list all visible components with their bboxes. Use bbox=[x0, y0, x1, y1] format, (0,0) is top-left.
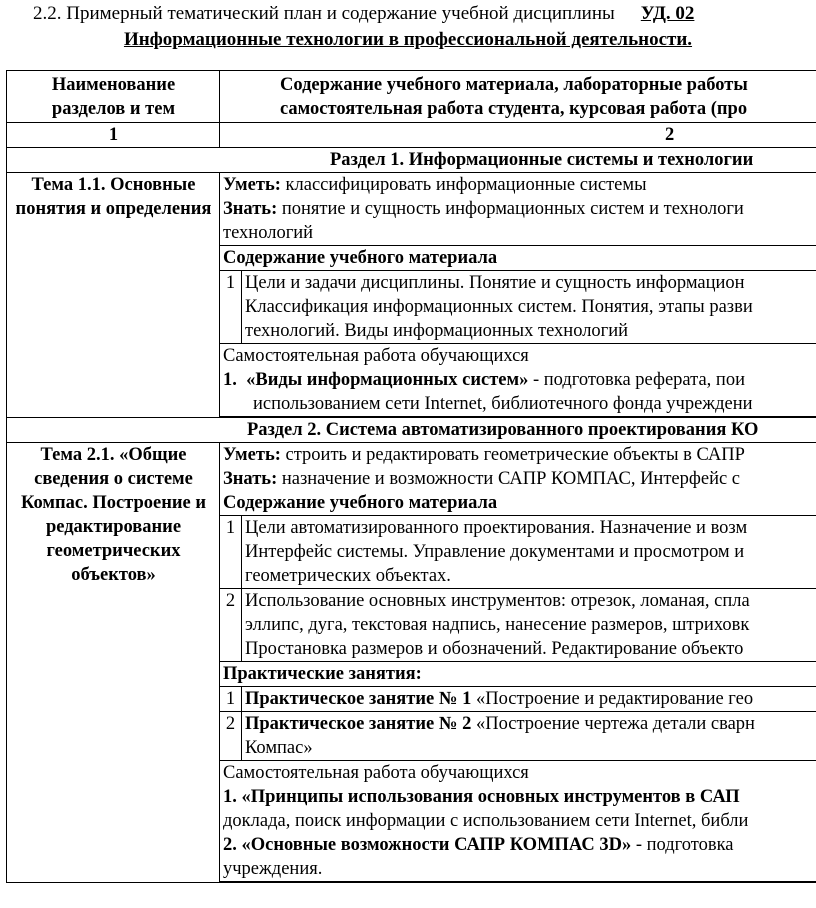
section-1-row bbox=[7, 148, 816, 173]
practice-text: Практическое занятие № 2 «Построение чертежа детали сварн Компас» bbox=[242, 712, 816, 761]
practice-number: 1 bbox=[220, 687, 242, 712]
item-number: 1 bbox=[220, 271, 242, 344]
item-number: 1 bbox=[220, 516, 242, 589]
practice-number: 2 bbox=[220, 712, 242, 761]
item-text: Цели автоматизированного проектирования. Назначение и возм Интерфейс системы. Управление документами и просмотром и геометрических объектах. bbox=[242, 516, 816, 589]
item-number: 2 bbox=[220, 589, 242, 662]
column-number-1: 1 bbox=[7, 123, 220, 148]
section-2-row bbox=[7, 418, 816, 443]
practice-text: Практическое занятие № 1 «Построение и редактирование гео bbox=[242, 687, 816, 712]
topic-1-1-outcomes-row bbox=[7, 173, 816, 246]
self-work: Самостоятельная работа обучающихся 1. «Виды информационных систем» - подготовка реферата, пои использованием сети Internet, библиотечного фонда учреждени bbox=[220, 344, 816, 417]
thematic-plan-table bbox=[6, 70, 816, 883]
content-heading: Содержание учебного материала bbox=[220, 246, 816, 271]
heading-text: 2.2. Примерный тематический план и содержание учебной дисциплины bbox=[33, 3, 615, 24]
item-text: Цели и задачи дисциплины. Понятие и сущность информацион Классификация информационных систем. Понятия, этапы разви технологий. Виды информационных технологий bbox=[242, 271, 816, 344]
heading-line-1 bbox=[33, 2, 694, 26]
header-col-2: Содержание учебного материала, лабораторные работы самостоятельная работа студента, курсовая работа (про bbox=[220, 71, 816, 123]
table-header-row bbox=[7, 71, 816, 123]
self-work: Самостоятельная работа обучающихся 1. «Принципы использования основных инструментов в САП доклада, поиск информации с использованием сети Internet, библи 2. «Основные возможности САПР КОМПАС 3D» - подготовка учреждения. bbox=[220, 761, 816, 882]
topic-1-1-outcomes: Уметь: классифицировать информационные системы Знать: понятие и сущность информационных систем и технологи технологий bbox=[220, 173, 816, 246]
topic-1-1-name: Тема 1.1. Основные понятия и определения bbox=[7, 173, 220, 418]
topic-2-1-outcomes-row bbox=[7, 443, 816, 516]
section-2-title: Раздел 2. Система автоматизированного проектирования КО bbox=[7, 418, 816, 443]
item-text: Использование основных инструментов: отрезок, ломаная, спла эллипс, дуга, текстовая надпись, нанесение размеров, штриховк Простановка размеров и обозначений. Редактирование объекто bbox=[242, 589, 816, 662]
document-table-viewport bbox=[0, 70, 816, 908]
discipline-code: УД. 02 bbox=[640, 3, 695, 24]
topic-2-1-outcomes: Уметь: строить и редактировать геометрические объекты в САПР Знать: назначение и возможности САПР КОМПАС, Интерфейс с Содержание учебного материала bbox=[220, 443, 816, 516]
practice-heading: Практические занятия: bbox=[220, 662, 816, 687]
section-1-title: Раздел 1. Информационные системы и технологии bbox=[7, 148, 816, 173]
column-numbers-row bbox=[7, 123, 816, 148]
discipline-title: Информационные технологии в профессиональной деятельности. bbox=[123, 29, 693, 50]
topic-2-1-name: Тема 2.1. «Общие сведения о системе Компас. Построение и редактирование геометрических объектов» bbox=[7, 443, 220, 883]
header-col-1: Наименование разделов и тем bbox=[7, 71, 220, 123]
column-number-2: 2 bbox=[220, 123, 816, 148]
